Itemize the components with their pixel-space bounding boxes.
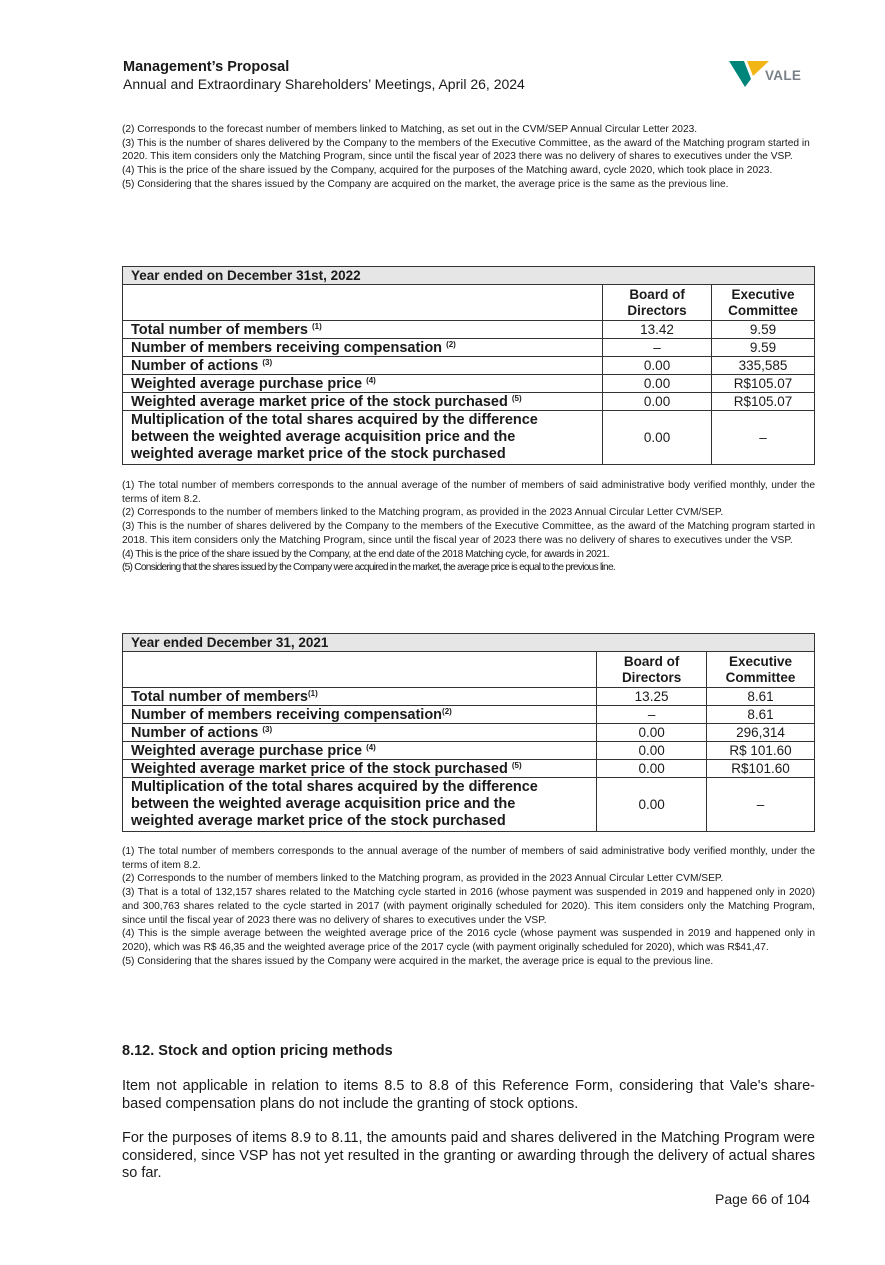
row-label: Weighted average purchase price — [131, 742, 363, 759]
row-sup: (1) — [307, 688, 318, 698]
exec-value: R$105.07 — [712, 375, 815, 393]
vale-logo — [729, 57, 809, 91]
row-sup: (3) — [262, 357, 273, 367]
header-title: Management’s Proposal — [123, 59, 290, 75]
footnote: (1) The total number of members corresponds to the annual average of the number of members of said administrative body verified monthly, under the terms of item 8.2. — [122, 480, 815, 505]
row-label: Number of members receiving compensation — [131, 706, 443, 723]
multi-row-label: Multiplication of the total shares acquired by the difference between the weighted average acquisition price and the weighted average market price of the stock purchased — [123, 778, 597, 832]
header-blank-cell — [123, 652, 597, 688]
row-sup: (3) — [262, 724, 273, 734]
row-label: Weighted average purchase price — [131, 375, 363, 392]
board-value: 0.00 — [597, 724, 707, 742]
col-header-board: Board of Directors — [603, 285, 712, 321]
exec-value: – — [712, 411, 815, 465]
col-header-board: Board of Directors — [597, 652, 707, 688]
header-blank-cell — [123, 285, 603, 321]
board-value: 0.00 — [603, 411, 712, 465]
exec-value: 9.59 — [712, 339, 815, 357]
footnote: (4) This is the price of the share issued by the Company, acquired for the purposes of the Matching award, cycle 2020, which took place in 2023. — [122, 165, 773, 177]
row-label: Total number of members — [131, 688, 308, 705]
row-sup: (1) — [312, 321, 322, 331]
table-row — [123, 411, 815, 465]
table-2021 — [122, 633, 815, 832]
table-row — [123, 393, 815, 411]
table-row — [123, 357, 815, 375]
footnote: (5) Considering that the shares issued by the Company were acquired in the market, the average price is equal to the previous line. — [122, 562, 615, 574]
footnote: (2) Corresponds to the forecast number of members linked to Matching, as set out in the CVM/SEP Annual Circular Letter 2023. — [122, 124, 698, 135]
table-row — [123, 724, 815, 742]
row-sup: (5) — [511, 393, 522, 403]
page-number: Page 66 of 104 — [715, 1191, 810, 1207]
footnote: (5) Considering that the shares issued by the Company were acquired in the market, the average price is equal to the previous line. — [122, 955, 714, 967]
top-footnotes — [122, 123, 815, 192]
section-paragraph: Item not applicable in relation to items 8.5 to 8.8 of this Reference Form, considering that Vale's share-based compensation plans do not include the granting of stock options. — [122, 1078, 815, 1112]
board-value: – — [603, 339, 712, 357]
table-year-title: Year ended December 31, 2021 — [123, 634, 815, 652]
section-paragraph: For the purposes of items 8.9 to 8.11, the amounts paid and shares delivered in the Matching Program were considered, since VSP has not yet resulted in the granting or awarding through the delivery of actual shares so far. — [122, 1130, 815, 1181]
footnote: (1) The total number of members corresponds to the annual average of the number of members of said administrative body verified monthly, under the terms of item 8.2. — [122, 846, 815, 871]
header-subtitle: Annual and Extraordinary Shareholders’ Meetings, April 26, 2024 — [123, 76, 525, 92]
board-value: – — [597, 706, 707, 724]
row-sup: (5) — [511, 760, 522, 770]
footnote: (4) This is the price of the share issued by the Company, at the end date of the 2018 Matching cycle, for awards in 2021. — [122, 548, 610, 560]
board-value: 0.00 — [597, 742, 707, 760]
board-value: 0.00 — [603, 375, 712, 393]
exec-value: R$ 101.60 — [707, 742, 815, 760]
table-2022 — [122, 266, 815, 465]
footnotes-2021 — [122, 845, 815, 968]
board-value: 13.25 — [597, 688, 707, 706]
row-sup: (4) — [366, 742, 376, 752]
exec-value: 335,585 — [712, 357, 815, 375]
board-value: 13.42 — [603, 321, 712, 339]
footnote: (3) This is the number of shares delivered by the Company to the members of the Executive Committee, as the award of the Matching program started in 2020. This item considers only the Matching Program, since until the fiscal year of 2023 there was no delivery of shares to executives under the VSP. — [122, 137, 810, 163]
exec-value: R$105.07 — [712, 393, 815, 411]
table-row — [123, 742, 815, 760]
table-row — [123, 339, 815, 357]
footnote: (3) That is a total of 132,157 shares related to the Matching cycle started in 2016 (whose payment was suspended in 2019 and happened only in 2020) and 300,763 shares related to the cycle started in 2017 (with payment originally scheduled for 2020). This item considers only the Matching Program, since until the fiscal year of 2023 there was no delivery of shares to executives under the VSP. — [122, 887, 815, 926]
document-header — [123, 59, 525, 93]
footnote: (2) Corresponds to the number of members linked to the Matching program, as provided in the 2023 Annual Circular Letter CVM/SEP. — [122, 507, 724, 519]
exec-value: 8.61 — [707, 706, 815, 724]
board-value: 0.00 — [603, 357, 712, 375]
table-row — [123, 706, 815, 724]
table-row — [123, 778, 815, 832]
table-row — [123, 321, 815, 339]
row-sup: (2) — [446, 339, 456, 349]
exec-value: 296,314 — [707, 724, 815, 742]
row-sup: (2) — [442, 706, 452, 716]
table-row — [123, 760, 815, 778]
board-value: 0.00 — [597, 760, 707, 778]
footnote: (5) Considering that the shares issued by the Company are acquired on the market, the average price is the same as the previous line. — [122, 178, 729, 190]
row-label: Number of actions — [131, 357, 259, 374]
exec-value: – — [707, 778, 815, 832]
row-label: Number of members receiving compensation — [131, 339, 443, 356]
row-label: Number of actions — [131, 724, 259, 741]
exec-value: R$101.60 — [707, 760, 815, 778]
multi-row-label: Multiplication of the total shares acquired by the difference between the weighted average acquisition price and the weighted average market price of the stock purchased — [123, 411, 603, 465]
table-year-title: Year ended on December 31st, 2022 — [123, 267, 815, 285]
table-row — [123, 375, 815, 393]
exec-value: 9.59 — [712, 321, 815, 339]
col-header-exec: Executive Committee — [712, 285, 815, 321]
row-label: Weighted average market price of the stock purchased — [131, 760, 508, 777]
footnote: (4) This is the simple average between the weighted average price of the 2016 cycle (whose payment was suspended in 2019 and happened only in 2020), which was R$ 46,35 and the weighted average price of the 2017 cycle (with payment originally scheduled for 2020), which was R$41,47. — [122, 928, 815, 953]
footnotes-2022 — [122, 479, 815, 575]
exec-value: 8.61 — [707, 688, 815, 706]
section-title: 8.12. Stock and option pricing methods — [122, 1043, 393, 1059]
row-sup: (4) — [366, 375, 376, 385]
footnote: (2) Corresponds to the number of members linked to the Matching program, as provided in the 2023 Annual Circular Letter CVM/SEP. — [122, 873, 724, 885]
col-header-exec: Executive Committee — [707, 652, 815, 688]
row-label: Total number of members — [131, 321, 308, 338]
logo-text: VALE — [765, 68, 802, 83]
board-value: 0.00 — [597, 778, 707, 832]
footnote: (3) This is the number of shares delivered by the Company to the members of the Executive Committee, as the award of the Matching program started in 2018. This item considers only the Matching Program, since until the fiscal year of 2023 there was no delivery of shares to executives under the VSP. — [122, 521, 815, 546]
board-value: 0.00 — [603, 393, 712, 411]
row-label: Weighted average market price of the stock purchased — [131, 393, 508, 410]
table-row — [123, 688, 815, 706]
